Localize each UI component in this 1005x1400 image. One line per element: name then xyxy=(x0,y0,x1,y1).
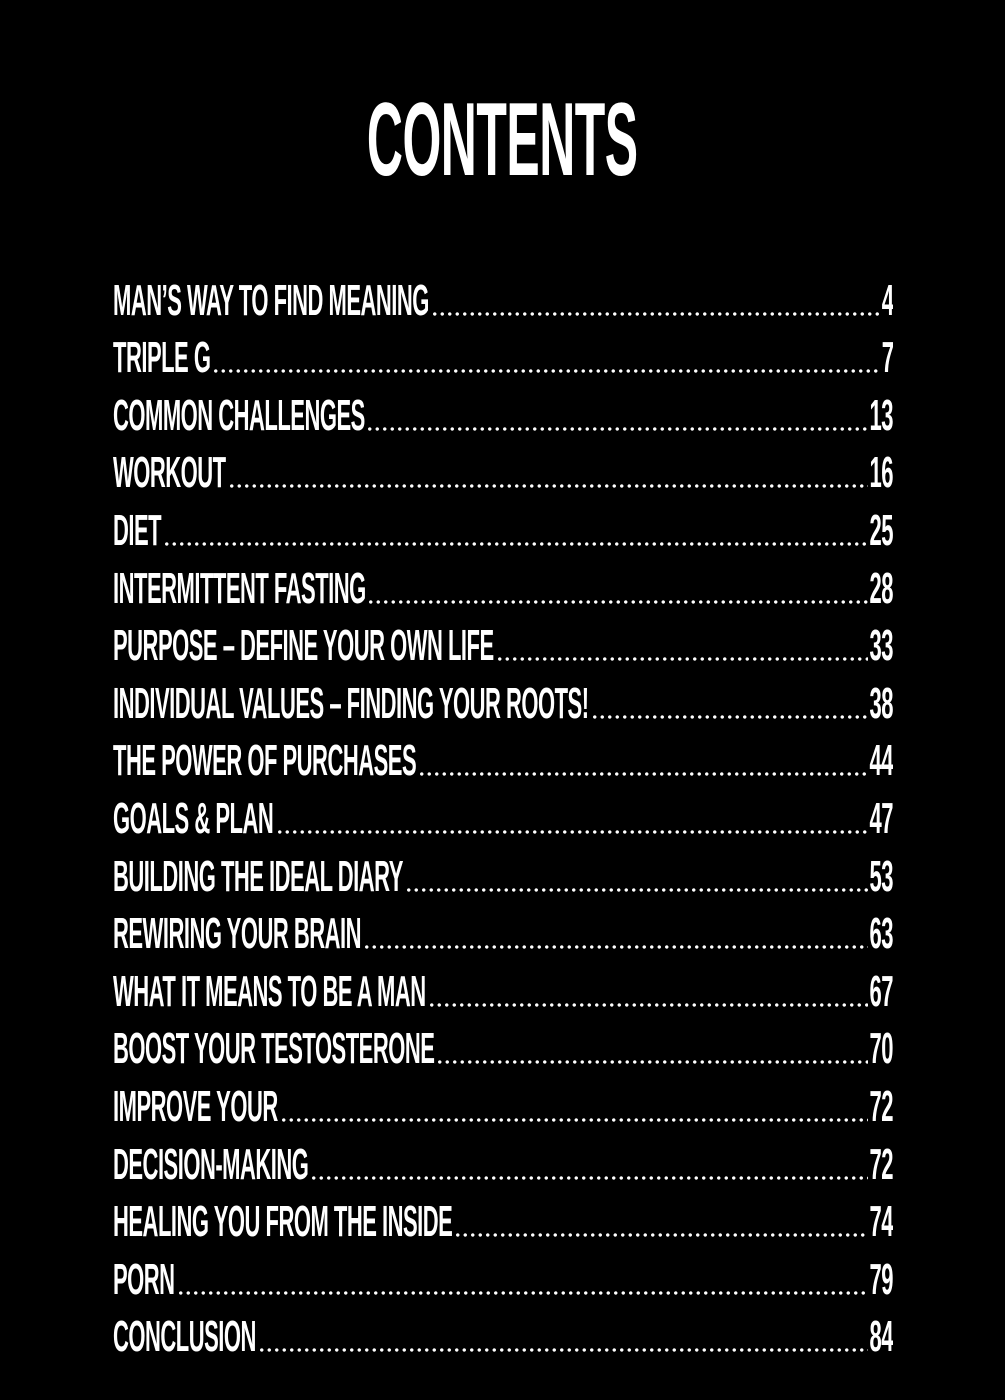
toc-entry-title: GOALS & PLAN xyxy=(113,793,274,843)
toc-entry-page-number: 44 xyxy=(869,736,893,786)
toc-entry-title: COMMON CHALLENGES xyxy=(113,390,365,440)
toc-entry-title: WORKOUT xyxy=(113,448,226,498)
toc-entry[interactable] xyxy=(113,268,893,326)
toc-entry[interactable] xyxy=(113,1074,893,1132)
dot-leader xyxy=(212,369,878,373)
table-of-contents xyxy=(113,268,893,1362)
dot-leader xyxy=(436,1060,867,1064)
toc-entry-title: IMPROVE YOUR xyxy=(113,1081,278,1131)
toc-entry[interactable] xyxy=(113,1305,893,1363)
toc-entry-title: REWIRING YOUR BRAIN xyxy=(113,909,361,959)
toc-entry[interactable] xyxy=(113,441,893,499)
dot-leader xyxy=(228,484,868,488)
toc-entry-page-number: 25 xyxy=(869,505,893,555)
toc-entry-page-number: 13 xyxy=(869,390,893,440)
toc-entry[interactable] xyxy=(113,1247,893,1305)
toc-entry[interactable] xyxy=(113,1017,893,1075)
dot-leader xyxy=(258,1348,868,1352)
dot-leader xyxy=(310,1176,867,1180)
toc-entry-title: HEALING YOU FROM THE INSIDE xyxy=(113,1197,453,1247)
toc-entry-title: INTERMITTENT FASTING xyxy=(113,563,366,613)
toc-entry-title: PORN xyxy=(113,1254,175,1304)
dot-leader xyxy=(591,715,868,719)
toc-entry[interactable] xyxy=(113,556,893,614)
dot-leader xyxy=(367,600,867,604)
toc-entry-page-number: 16 xyxy=(869,448,893,498)
toc-entry-page-number: 63 xyxy=(869,909,893,959)
dot-leader xyxy=(163,542,867,546)
page-title: CONTENTS xyxy=(366,81,638,198)
dot-leader xyxy=(177,1291,868,1295)
dot-leader xyxy=(454,1233,868,1237)
dot-leader xyxy=(405,888,868,892)
toc-entry[interactable] xyxy=(113,902,893,960)
toc-entry-page-number: 47 xyxy=(869,793,893,843)
toc-entry-title: MAN’S WAY TO FIND MEANING xyxy=(113,275,429,325)
toc-entry[interactable] xyxy=(113,844,893,902)
toc-entry[interactable] xyxy=(113,959,893,1017)
dot-leader xyxy=(418,772,867,776)
toc-entry[interactable] xyxy=(113,1190,893,1248)
toc-entry-page-number: 53 xyxy=(869,851,893,901)
toc-entry[interactable] xyxy=(113,326,893,384)
toc-entry-page-number: 33 xyxy=(869,621,893,671)
toc-entry-page-number: 72 xyxy=(869,1139,893,1189)
toc-entry-title: DECISION-MAKING xyxy=(113,1139,309,1189)
toc-entry-title: THE POWER OF PURCHASES xyxy=(113,736,417,786)
toc-entry[interactable] xyxy=(113,786,893,844)
toc-entry-title: INDIVIDUAL VALUES – FINDING YOUR ROOTS! xyxy=(113,678,589,728)
toc-entry-page-number: 28 xyxy=(869,563,893,613)
toc-entry[interactable] xyxy=(113,1132,893,1190)
toc-entry-title: TRIPLE G xyxy=(113,333,211,383)
toc-entry-page-number: 74 xyxy=(869,1197,893,1247)
toc-entry-title: WHAT IT MEANS TO BE A MAN xyxy=(113,966,426,1016)
toc-entry-page-number: 84 xyxy=(869,1312,893,1362)
toc-entry[interactable] xyxy=(113,729,893,787)
toc-entry-page-number: 7 xyxy=(881,333,893,383)
dot-leader xyxy=(428,1003,868,1007)
toc-entry[interactable] xyxy=(113,614,893,672)
dot-leader xyxy=(496,657,868,661)
toc-entry-page-number: 72 xyxy=(869,1081,893,1131)
toc-entry-title: DIET xyxy=(113,505,162,555)
toc-entry-page-number: 70 xyxy=(869,1024,893,1074)
toc-entry-title: BUILDING THE IDEAL DIARY xyxy=(113,851,403,901)
dot-leader xyxy=(280,1118,867,1122)
toc-entry-page-number: 38 xyxy=(869,678,893,728)
toc-entry-title: BOOST YOUR TESTOSTERONE xyxy=(113,1024,435,1074)
toc-entry-title: PURPOSE – DEFINE YOUR OWN LIFE xyxy=(113,621,494,671)
toc-entry-page-number: 67 xyxy=(869,966,893,1016)
toc-entry[interactable] xyxy=(113,383,893,441)
toc-entry-title: CONCLUSION xyxy=(113,1312,256,1362)
dot-leader xyxy=(363,945,868,949)
dot-leader xyxy=(366,427,867,431)
toc-entry-page-number: 79 xyxy=(869,1254,893,1304)
toc-entry-page-number: 4 xyxy=(881,275,893,325)
toc-entry[interactable] xyxy=(113,498,893,556)
dot-leader xyxy=(276,830,868,834)
dot-leader xyxy=(431,312,879,316)
toc-entry[interactable] xyxy=(113,671,893,729)
